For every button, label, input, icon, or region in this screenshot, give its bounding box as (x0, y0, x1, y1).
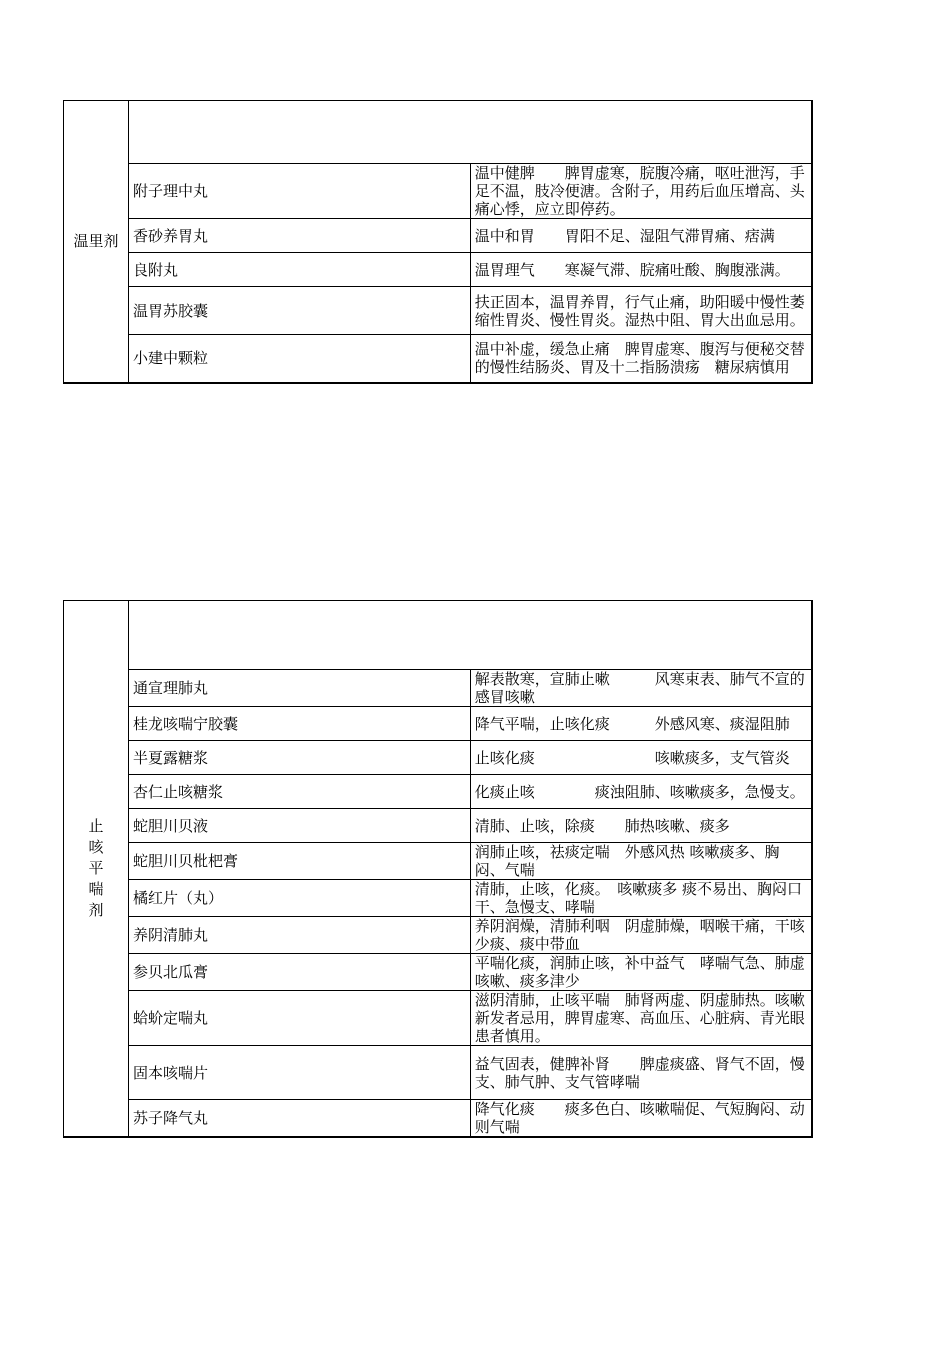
medicine-name: 养阴清肺丸 (129, 917, 471, 954)
medicine-name: 附子理中丸 (129, 164, 471, 219)
medicine-description: 养阴润燥，清肺利咽 阴虚肺燥，咽喉干痛，干咳少痰、痰中带血 (470, 917, 812, 954)
medicine-name: 温胃苏胶囊 (129, 287, 471, 335)
table-row (64, 1046, 813, 1100)
medicine-description: 清肺，止咳，化痰。 咳嗽痰多 痰不易出、胸闷口干、急慢支、哮喘 (470, 880, 812, 917)
table-row (64, 287, 813, 335)
table-row (64, 843, 813, 880)
table-row (64, 809, 813, 843)
category-label: 温里剂 (73, 232, 119, 251)
table-row (64, 707, 813, 741)
table-row (64, 253, 813, 287)
medicine-description: 降气化痰 痰多色白、咳嗽喘促、气短胸闷、动则气喘 (470, 1100, 812, 1138)
medicine-name: 橘红片（丸） (129, 880, 471, 917)
medicine-description: 止咳化痰 咳嗽痰多，支气管炎 (470, 741, 812, 775)
medicine-description: 温中和胃 胃阳不足、湿阻气滞胃痛、痞满 (470, 219, 812, 253)
medicine-name: 香砂养胃丸 (129, 219, 471, 253)
table-row (64, 880, 813, 917)
table-row (64, 917, 813, 954)
medicine-name: 苏子降气丸 (129, 1100, 471, 1138)
medicine-description: 温胃理气 寒凝气滞、脘痛吐酸、胸腹涨满。 (470, 253, 812, 287)
medicine-name: 杏仁止咳糖浆 (129, 775, 471, 809)
table-row (64, 1100, 813, 1138)
medicine-name: 蛤蚧定喘丸 (129, 991, 471, 1046)
header-blank-cell (129, 101, 813, 164)
table-cough-asthma (63, 600, 813, 1138)
medicine-name: 良附丸 (129, 253, 471, 287)
medicine-description: 温中健脾 脾胃虚寒，脘腹冷痛，呕吐泄泻，手足不温，肢冷便溏。含附子，用药后血压增高、头痛心悸，应立即停药。 (470, 164, 812, 219)
medicine-description: 解表散寒，宣肺止嗽 风寒束表、肺气不宣的感冒咳嗽 (470, 670, 812, 707)
medicine-description: 降气平喘，止咳化痰 外感风寒、痰湿阻肺 (470, 707, 812, 741)
category-cell (64, 601, 129, 1138)
medicine-name: 固本咳喘片 (129, 1046, 471, 1100)
table-row (64, 670, 813, 707)
table-row (64, 741, 813, 775)
table-row (64, 219, 813, 253)
table-row (64, 991, 813, 1046)
medicine-description: 扶正固本，温胃养胃，行气止痛，助阳暖中慢性萎缩性胃炎、慢性胃炎。湿热中阻、胃大出血忌用。 (470, 287, 812, 335)
medicine-name: 半夏露糖浆 (129, 741, 471, 775)
medicine-description: 温中补虚，缓急止痛 脾胃虚寒、腹泻与便秘交替的慢性结肠炎、胃及十二指肠溃疡 糖尿病慎用 (470, 335, 812, 383)
table-warming-interior (63, 100, 813, 384)
medicine-description: 清肺、止咳，除痰 肺热咳嗽、痰多 (470, 809, 812, 843)
medicine-description: 平喘化痰，润肺止咳，补中益气 哮喘气急、肺虚咳嗽、痰多津少 (470, 954, 812, 991)
category-cell (64, 101, 129, 383)
medicine-name: 蛇胆川贝枇杷膏 (129, 843, 471, 880)
table-row (64, 335, 813, 383)
medicine-description: 化痰止咳 痰浊阻肺、咳嗽痰多，急慢支。 (470, 775, 812, 809)
header-blank-cell (129, 601, 813, 670)
medicine-name: 通宣理肺丸 (129, 670, 471, 707)
table-row (64, 775, 813, 809)
medicine-name: 蛇胆川贝液 (129, 809, 471, 843)
table-row (64, 954, 813, 991)
medicine-name: 小建中颗粒 (129, 335, 471, 383)
medicine-description: 滋阴清肺，止咳平喘 肺肾两虚、阴虚肺热。咳嗽新发者忌用，脾胃虚寒、高血压、心脏病、青光眼患者慎用。 (470, 991, 812, 1046)
medicine-name: 参贝北瓜膏 (129, 954, 471, 991)
table-row (64, 164, 813, 219)
category-label: 止咳平喘剂 (88, 817, 104, 919)
medicine-name: 桂龙咳喘宁胶囊 (129, 707, 471, 741)
medicine-description: 益气固表，健脾补肾 脾虚痰盛、肾气不固，慢支、肺气肿、支气管哮喘 (470, 1046, 812, 1100)
medicine-description: 润肺止咳，祛痰定喘 外感风热 咳嗽痰多、胸闷、气喘 (470, 843, 812, 880)
